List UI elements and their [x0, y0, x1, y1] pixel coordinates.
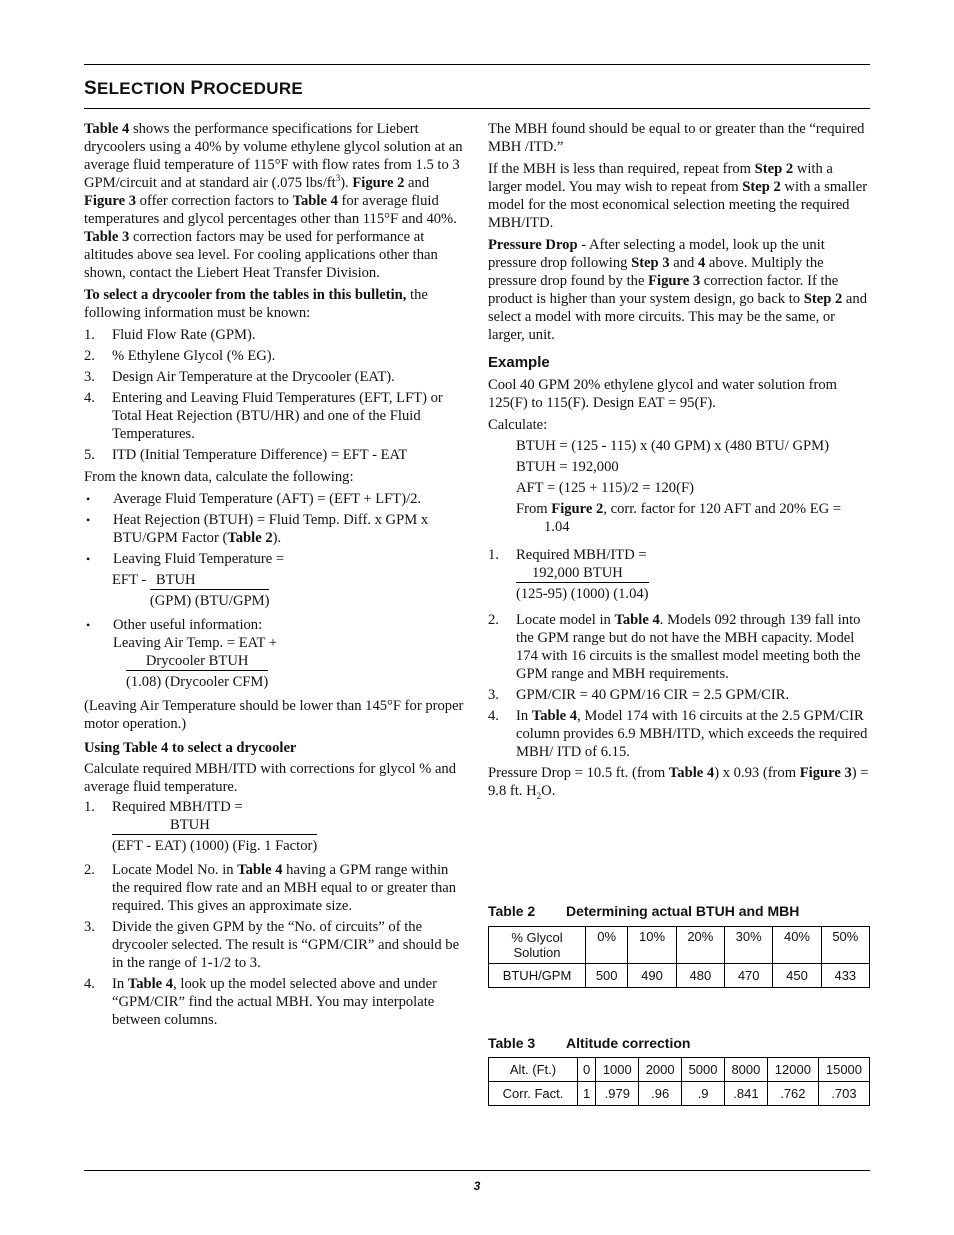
lat-formula: $\frac{\text{Drycooler BTUH}}{\text{(1.08) (Drycooler CFM)}}$	[126, 653, 269, 690]
table3	[488, 1057, 870, 1106]
section-title: SELECTION PROCEDURE	[84, 78, 304, 99]
list-item: 4. In Table 4, look up the model selected above and under “GPM/CIR” find the actual MBH. You may interpolate between columns.	[84, 976, 437, 1028]
right-column	[488, 120, 870, 804]
top-rule	[84, 64, 870, 65]
table-cell: 500	[586, 964, 628, 988]
calc-line: BTUH = 192,000	[516, 459, 619, 475]
table-cell: 15000	[818, 1058, 869, 1082]
table-cell: 20%	[676, 927, 724, 964]
table-cell: 470	[725, 964, 773, 988]
table-cell: Alt. (Ft.)	[489, 1058, 578, 1082]
paragraph: If the MBH is less than required, repeat from Step 2 with a larger model. You may wish to repeat from Step 2 with a smaller model for the most economical selection meeting the required MBH/ITD.	[488, 161, 868, 231]
bullet-item: • Heat Rejection (BTUH) = Fluid Temp. Diff. x GPM x BTU/GPM Factor (Table 2).	[86, 512, 429, 546]
list-item: 3. GPM/CIR = 40 GPM/16 CIR = 2.5 GPM/CIR.	[488, 687, 790, 703]
table-cell: 50%	[821, 927, 869, 964]
list-item: 1. Required MBH/ITD =	[84, 799, 243, 815]
table-cell: 8000	[724, 1058, 767, 1082]
list-item: 2. Locate Model No. in Table 4 having a GPM range within the required flow rate and an MBH equal to or greater than required. This gives an approximate size.	[84, 862, 457, 914]
pressure-drop-result: Pressure Drop = 10.5 ft. (from Table 4) x 0.93 (from Figure 3) = 9.8 ft. $H_2O$.	[488, 765, 869, 801]
table-cell: 30%	[725, 927, 773, 964]
footer-rule	[84, 1170, 870, 1171]
table-cell: 40%	[773, 927, 821, 964]
table-cell: % Glycol Solution	[489, 927, 586, 964]
list-item: 4. In Table 4, Model 174 with 16 circuits at the 2.5 GPM/CIR column provides 6.9 MBH/ITD, which exceeds the required MBH/ ITD of 6.15.	[488, 708, 868, 760]
paragraph: The MBH found should be equal to or greater than the “required MBH /ITD.”	[488, 121, 865, 155]
list-item: 1. Required MBH/ITD =	[488, 547, 647, 563]
calc-line: From Figure 2, corr. factor for 120 AFT and 20% EG = 1.04	[516, 501, 842, 535]
note: (Leaving Air Temperature should be lower than 145°F for proper motor operation.)	[84, 698, 464, 732]
list-item: 4. Entering and Leaving Fluid Temperatures (EFT, LFT) or Total Heat Rejection (BTU/HR) and one of the Fluid Temperatures.	[84, 390, 443, 442]
table-row	[489, 964, 870, 988]
table-cell: 480	[676, 964, 724, 988]
page-number: 3	[473, 1179, 481, 1193]
list-item: 3. Divide the given GPM by the “No. of circuits” of the drycooler selected. The result is “GPM/CIR” and should be in the range of 1-1/2 to 3.	[84, 919, 460, 971]
step1-formula: $\frac{\text{BTUH}}{\text{(EFT - EAT) (1000) (Fig. 1 Factor)}}$	[112, 817, 318, 854]
table-cell: Corr. Fact.	[489, 1082, 578, 1106]
table3-caption: Table 3 Altitude correction	[488, 1035, 691, 1051]
bullet-item: • Other useful information: Leaving Air Temp. = EAT +	[86, 617, 278, 651]
table-cell: 10%	[628, 927, 676, 964]
table-cell: 1000	[596, 1058, 639, 1082]
table2	[488, 926, 870, 988]
title-rule	[84, 108, 870, 109]
table-cell: .841	[724, 1082, 767, 1106]
table-cell: BTUH/GPM	[489, 964, 586, 988]
using-text: Calculate required MBH/ITD with corrections for glycol % and average fluid temperature.	[84, 761, 457, 795]
lft-formula: EFT - $\frac{\text{BTUH}}{\text{(GPM) (BTU/GPM)}}$	[112, 572, 270, 609]
list-item: 2. % Ethylene Glycol (% EG).	[84, 348, 276, 364]
table-cell: 433	[821, 964, 869, 988]
table-cell: 0%	[586, 927, 628, 964]
table-cell: .96	[639, 1082, 682, 1106]
table-cell: 5000	[682, 1058, 725, 1082]
table-cell: .762	[767, 1082, 818, 1106]
table-cell: .9	[682, 1082, 725, 1106]
requirements-paragraph: To select a drycooler from the tables in this bulletin, the following information must be known:	[84, 287, 428, 321]
list-item: 5. ITD (Initial Temperature Difference) = EFT - EAT	[84, 447, 408, 463]
table-row	[489, 1082, 870, 1106]
calc-line: BTUH = (125 - 115) x (40 GPM) x (480 BTU/ GPM)	[516, 438, 829, 454]
table-cell: .703	[818, 1082, 869, 1106]
paragraph: Calculate:	[488, 417, 548, 433]
table-row	[489, 927, 870, 964]
calc-intro: From the known data, calculate the following:	[84, 469, 354, 485]
list-item: 2. Locate model in Table 4. Models 092 through 139 fall into the GPM range but do not have the MBH capacity. Model 174 with 16 circuits is the smallest model meeting both the GPM range and MBH requirements.	[488, 612, 861, 682]
table2-caption: Table 2 Determining actual BTUH and MBH	[488, 903, 800, 919]
table-row	[489, 1058, 870, 1082]
using-heading: Using Table 4 to select a drycooler	[84, 740, 297, 756]
table-cell: 12000	[767, 1058, 818, 1082]
table-cell: 0	[578, 1058, 596, 1082]
calc-line: AFT = (125 + 115)/2 = 120(F)	[516, 480, 694, 496]
bullet-item: • Average Fluid Temperature (AFT) = (EFT + LFT)/2.	[86, 491, 422, 507]
intro-paragraph: Table 4 shows the performance specifications for Liebert drycoolers using a 40% by volume ethylene glycol solution at an average fluid temperature of 115°F with flow rates from 1.5 to 3 GPM/circuit and at standard air (.075 lbs/$ft^3$). Figure 2 and Figure 3 offer correction factors to Table 4 for average fluid temperatures and glycol percentages other than 115°F and 40%. Table 3 correction factors may be used for performance at altitudes above sea level. For cooling applications other than shown, contact the Liebert Heat Transfer Division.	[84, 121, 463, 281]
table-cell: 490	[628, 964, 676, 988]
paragraph: Pressure Drop - After selecting a model, look up the unit pressure drop following Step 3 and 4 above. Multiply the pressure drop found by the Figure 3 correction factor. If the product is higher than your system design, go back to Step 2 and select a model with more circuits. This may be the same, or larger, unit.	[488, 237, 867, 343]
example-heading: Example	[488, 354, 550, 371]
s1-formula: $\frac{\text{192,000 BTUH}}{(125-95) (1000) (1.04)}$	[516, 565, 649, 602]
bullet-item: • Leaving Fluid Temperature =	[86, 551, 285, 567]
list-item: 3. Design Air Temperature at the Drycooler (EAT).	[84, 369, 395, 385]
table-cell: 2000	[639, 1058, 682, 1082]
table-cell: 450	[773, 964, 821, 988]
table-cell: 1	[578, 1082, 596, 1106]
left-column	[84, 120, 464, 1032]
list-item: 1. Fluid Flow Rate (GPM).	[84, 327, 256, 343]
table-cell: .979	[596, 1082, 639, 1106]
paragraph: Cool 40 GPM 20% ethylene glycol and water solution from 125(F) to 115(F). Design EAT = 95(F).	[488, 377, 837, 411]
